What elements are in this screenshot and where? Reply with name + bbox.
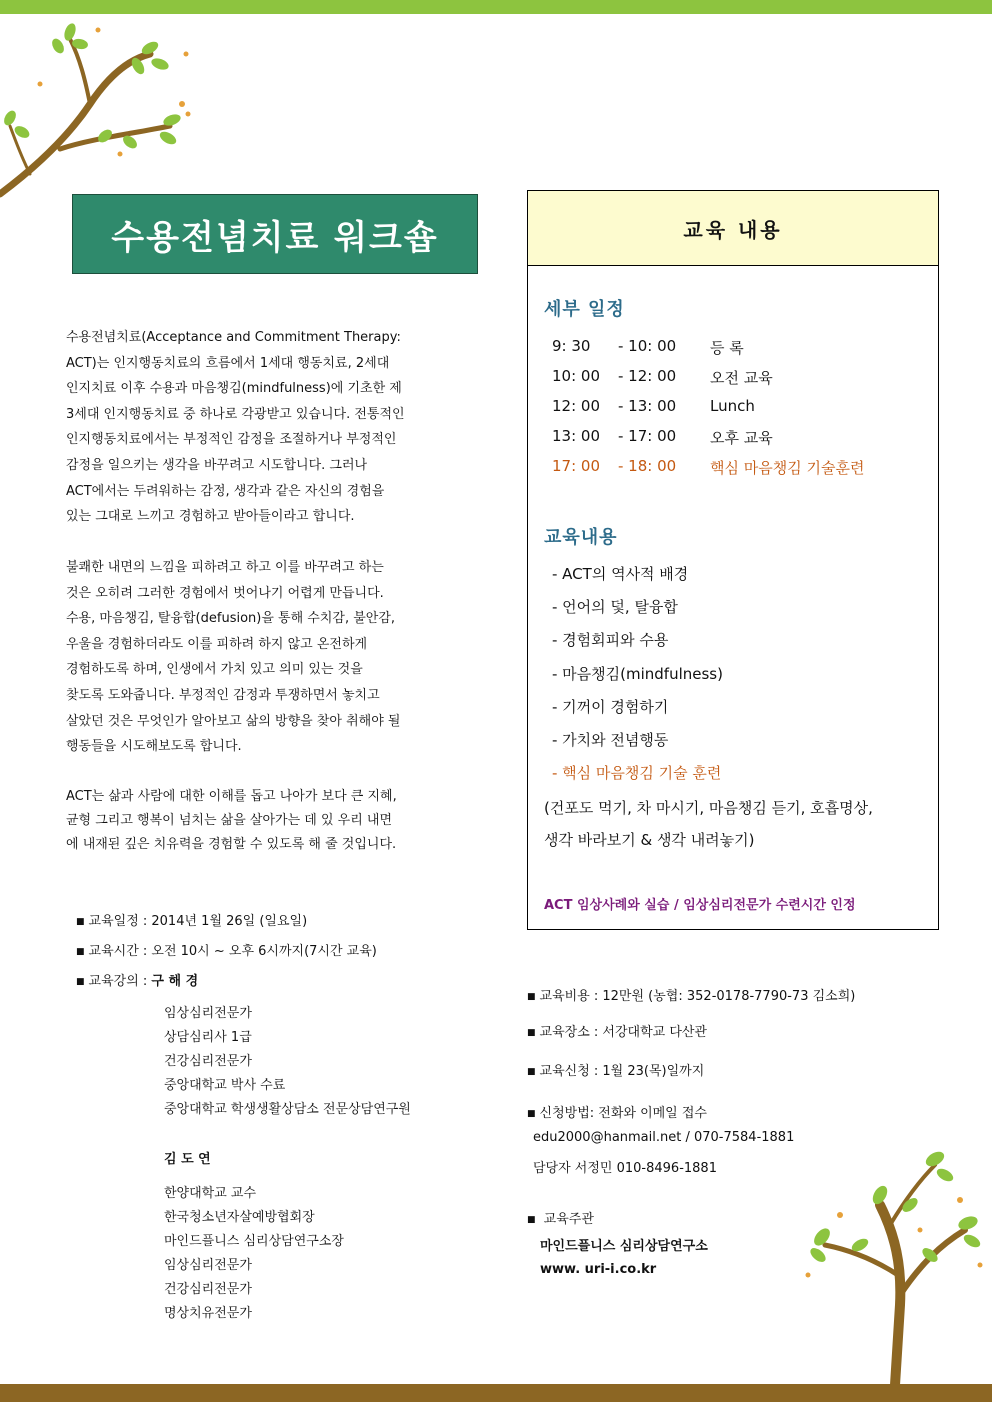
paragraph-line: 3세대 인지행동치료 중 하나로 각광받고 있습니다. 전통적인 [66,406,405,422]
content-item: - 기꺼이 경험하기 [552,698,669,716]
bottom-brown-bar [0,1384,992,1402]
top-green-bar [0,0,992,14]
method-line: ■ 신청방법: 전화와 이메일 접수 [527,1106,707,1121]
host-name: 마인드플니스 심리상담연구소 [540,1239,708,1254]
lecturer2-title: 한국청소년자살예방협회장 [164,1210,315,1225]
bullet-square-icon: ■ [527,1067,536,1077]
lecturer1-title: 임상심리전문가 [164,1006,252,1021]
box-heading: 교육 내용 [683,217,783,242]
intro-paragraph-3 [66,785,486,857]
content-item: - 마음챙김(mindfulness) [552,665,723,683]
lecturer1-title: 건강심리전문가 [164,1054,252,1069]
lecturer2-title: 건강심리전문가 [164,1282,252,1297]
schedule-start: 12: 00 [552,397,600,415]
content-item: - 언어의 덫, 탈융합 [552,598,678,616]
paragraph-line: 것은 오히려 그러한 경험에서 벗어나기 어렵게 만듭니다. [66,585,384,601]
paragraph-line: 수용, 마음챙김, 탈융합(defusion)을 통해 수치감, 불안감, [66,611,396,627]
lecturer1-name: 구 해 경 [151,974,199,989]
bullet-square-icon: ■ [527,1028,536,1038]
paragraph-line: 우울을 경험하더라도 이를 피하려 하지 않고 온전하게 [66,636,368,652]
lecturer2-title: 마인드플니스 심리상담연구소장 [164,1234,344,1249]
content-note-line: (건포도 먹기, 차 마시기, 마음챙김 듣기, 호흡명상, [544,799,873,817]
schedule-item: Lunch [710,397,755,415]
lecturer2-title: 한양대학교 교수 [164,1186,257,1201]
bullet-square-icon: ■ [76,917,85,927]
box-footer-note: ACT 임상사례와 실습 / 임상심리전문가 수련시간 인정 [544,898,856,913]
paragraph-line: 인지치료 이후 수용과 마음챙김(mindfulness)에 기초한 제 [66,381,402,397]
manager-line: 담당자 서정민 010-8496-1881 [533,1161,717,1176]
schedule-end: - 17: 00 [618,427,677,445]
info-date: ■ 교육일정 : 2014년 1월 26일 (일요일) [76,914,308,929]
schedule-end: - 10: 00 [618,337,677,355]
contact-link[interactable]: edu2000@hanmail.net / 070-7584-1881 [533,1130,795,1145]
paragraph-line: ACT에서는 두려워하는 감정, 생각과 같은 자신의 경험을 [66,483,385,499]
content-item: - 경험회피와 수용 [552,631,669,649]
workshop-title-box [72,194,478,274]
schedule-item: 핵심 마음챙김 기술훈련 [710,459,865,477]
lecturer2-name: 김 도 연 [164,1152,211,1167]
place-line: ■ 교육장소 : 서강대학교 다산관 [527,1025,707,1040]
tree-decoration-icon [800,1145,992,1385]
lecturer1-title: 중앙대학교 박사 수료 [164,1078,286,1093]
content-item-highlight: - 핵심 마음챙김 기술 훈련 [552,764,722,782]
paragraph-line: 수용전념치료(Acceptance and Commitment Therapy: [66,330,401,345]
paragraph-line: 있는 그대로 느끼고 경험하고 받아들이라고 합니다. [66,509,355,525]
paragraph-line: 에 내재된 깊은 치유력을 경험할 수 있도록 해 줄 것입니다. [66,837,397,852]
intro-paragraph-1 [66,325,486,530]
paragraph-line: ACT)는 인지행동치료의 흐름에서 1세대 행동치료, 2세대 [66,355,390,371]
schedule-end: - 12: 00 [618,367,677,385]
paragraph-line: 인지행동치료에서는 부정적인 감정을 조절하거나 부정적인 [66,432,397,448]
paragraph-line: 행동들을 시도해보도록 합니다. [66,739,242,755]
host-label-line: ■ 교육주관 [527,1212,594,1227]
schedule-item: 오전 교육 [710,369,773,387]
page-title: 수용전념치료 워크숍 [111,217,439,258]
content-item: - ACT의 역사적 배경 [552,565,689,583]
cost-line: ■ 교육비용 : 12만원 (농협: 352-0178-7790-73 김소희) [527,989,856,1004]
schedule-item: 오후 교육 [710,429,773,447]
paragraph-line: 살았던 것은 무엇인가 알아보고 삶의 방향을 찾아 취해야 될 [66,713,401,729]
lecturer1-title: 상담심리사 1급 [164,1030,252,1045]
paragraph-line: ACT는 삶과 사람에 대한 이해를 돕고 나아가 보다 큰 지혜, [66,789,397,804]
schedule-title: 세부 일정 [544,299,625,320]
schedule-start: 10: 00 [552,367,600,385]
branch-decoration-icon [0,14,200,204]
bullet-square-icon: ■ [76,947,85,957]
info-lecturer: ■ 교육강의 : 구 해 경 [76,974,199,989]
apply-line: ■ 교육신청 : 1월 23(목)일까지 [527,1064,705,1079]
schedule-item: 등 록 [710,339,744,357]
paragraph-line: 불쾌한 내면의 느낌을 피하려고 하고 이를 바꾸려고 하는 [66,560,384,575]
content-title: 교육내용 [544,527,618,548]
paragraph-line: 찾도록 도와줍니다. 부정적인 감정과 투쟁하면서 놓치고 [66,687,380,703]
schedule-start: 17: 00 [552,457,600,475]
content-item: - 가치와 전념행동 [552,731,669,749]
bullet-square-icon: ■ [527,1109,536,1119]
bullet-square-icon: ■ [76,977,85,987]
info-time: ■ 교육시간 : 오전 10시 ~ 오후 6시까지(7시간 교육) [76,944,377,959]
box-header [528,191,938,266]
schedule-start: 13: 00 [552,427,600,445]
paragraph-line: 균형 그리고 행복이 넘치는 삶을 살아가는 데 있 우리 내면 [66,813,393,828]
bullet-square-icon: ■ [527,1215,536,1225]
lecturer2-title: 임상심리전문가 [164,1258,252,1273]
lecturer2-title: 명상치유전문가 [164,1306,252,1321]
education-content-box [527,190,939,930]
schedule-end: - 18: 00 [618,457,677,475]
paragraph-line: 경험하도록 하며, 인생에서 가치 있고 의미 있는 것을 [66,662,363,678]
bullet-square-icon: ■ [527,992,536,1002]
intro-paragraph-2 [66,555,486,760]
schedule-end: - 13: 00 [618,397,677,415]
paragraph-line: 감정을 일으키는 생각을 바꾸려고 시도합니다. 그러나 [66,457,368,473]
lecturer1-title: 중앙대학교 학생생활상담소 전문상담연구원 [164,1102,411,1117]
content-note-line: 생각 바라보기 & 생각 내려놓기) [544,831,755,849]
website-link[interactable]: www. uri-i.co.kr [540,1262,657,1277]
schedule-start: 9: 30 [552,337,591,355]
